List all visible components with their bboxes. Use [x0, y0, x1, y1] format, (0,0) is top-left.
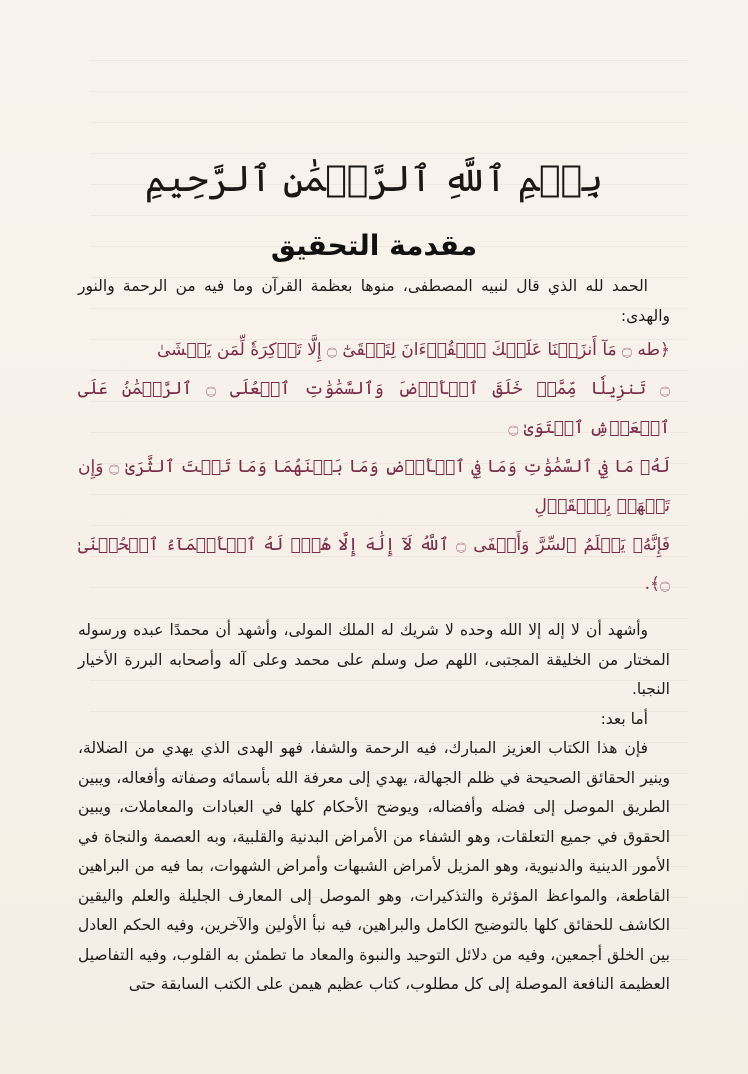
body-text: [78, 272, 670, 1000]
shahada-paragraph: وأشهد أن لا إله إلا الله وحده لا شريك له الملك المولى، وأشهد أن محمدًا عبده ورسوله المختار من الخليقة المجتبى، اللهم صل وسلم على محمد وعلى آله وأصحابه البررة الأخيار النجبا.: [78, 621, 670, 698]
page-title: مقدمة التحقيق: [270, 229, 478, 262]
intro-line: الحمد لله الذي قال لنبيه المصطفى، منوها بعظمة القرآن وما فيه من الرحمة والنور والهدى:: [78, 277, 670, 325]
main-paragraph: فإن هذا الكتاب العزيز المبارك، فيه الرحمة والشفا، فهو الهدى الذي يهدي من الضلالة، وينير الحقائق الصحيحة في ظلم الجهالة، يهدي إلى معرفة الله بأسمائه وصفاته وأفعاله، ويبين الطريق الموصل إلى فضله وأفضاله، ويوضح الأحكام كلها في العبادات والمعاملات، ويبين الحقوق في جميع التعلقات، وهو الشفاء من الأمراض البدنية والقلبية، وبه العصمة والنجاة في الأمور الدينية والدنيوية، وهو المزيل لأمراض الشبهات وأمراض الشهوات، بما فيه من البراهين القاطعة، والمواعظ المؤثرة والتذكيرات، وهو الموصل إلى المعارف الجليلة والعلم واليقين الكاشف للحقائق كلها بالتوضيح الكامل والبراهين، فيه نبأ الأولين والآخرين، وفيه الحكم العادل بين الخلق أجمعين، وفيه من دلائل التوحيد والنبوة والمعاد ما تطمئن به القلوب، وفيه التفاصيل العظيمة النافعة الموصلة إلى كل مطلوب، كتاب عظيم هيمن على الكتب السابقة حتى: [78, 739, 670, 993]
amma-bad-heading: أما بعد:: [600, 709, 648, 728]
quran-line: فَإِنَّهُۥ يَعۡلَمُ ٱلسِّرَّ وَأَخۡفَى ۝ ٱللَّهُ لَآ إِلَٰهَ إِلَّا هُوَۖ لَهُ ٱلۡأَسۡمَآءُ ٱلۡحُسۡنَىٰ ۝﴾.: [78, 535, 670, 594]
intro-paragraph: [78, 272, 670, 331]
basmala-heading: بِسۡمِ ٱللَّهِ ٱلرَّحۡمَٰنِ ٱلرَّحِيمِ: [144, 159, 604, 200]
quran-line: ﴿طه ۝ مَآ أَنزَلۡنَا عَلَيۡكَ ٱلۡقُرۡءَانَ لِتَشۡقَىٰٓ ۝ إِلَّا تَذۡكِرَةٗ لِّمَن يَخۡشَىٰ: [157, 340, 670, 360]
quran-line: لَهُۥ مَا فِي ٱلسَّمَٰوَٰتِ وَمَا فِي ٱلۡأَرۡضِ وَمَا بَيۡنَهُمَا وَمَا تَحۡتَ ٱلثَّرَىٰ ۝ وَإِن تَجۡهَرۡ بِٱلۡقَوۡلِ: [78, 457, 670, 516]
quran-verses: [78, 331, 670, 604]
quran-line: ۝ تَنزِيلٗا مِّمَّنۡ خَلَقَ ٱلۡأَرۡضَ وَٱلسَّمَٰوَٰتِ ٱلۡعُلَى ۝ ٱلرَّحۡمَٰنُ عَلَى ٱلۡعَرۡشِ ٱسۡتَوَىٰ ۝: [78, 379, 670, 438]
